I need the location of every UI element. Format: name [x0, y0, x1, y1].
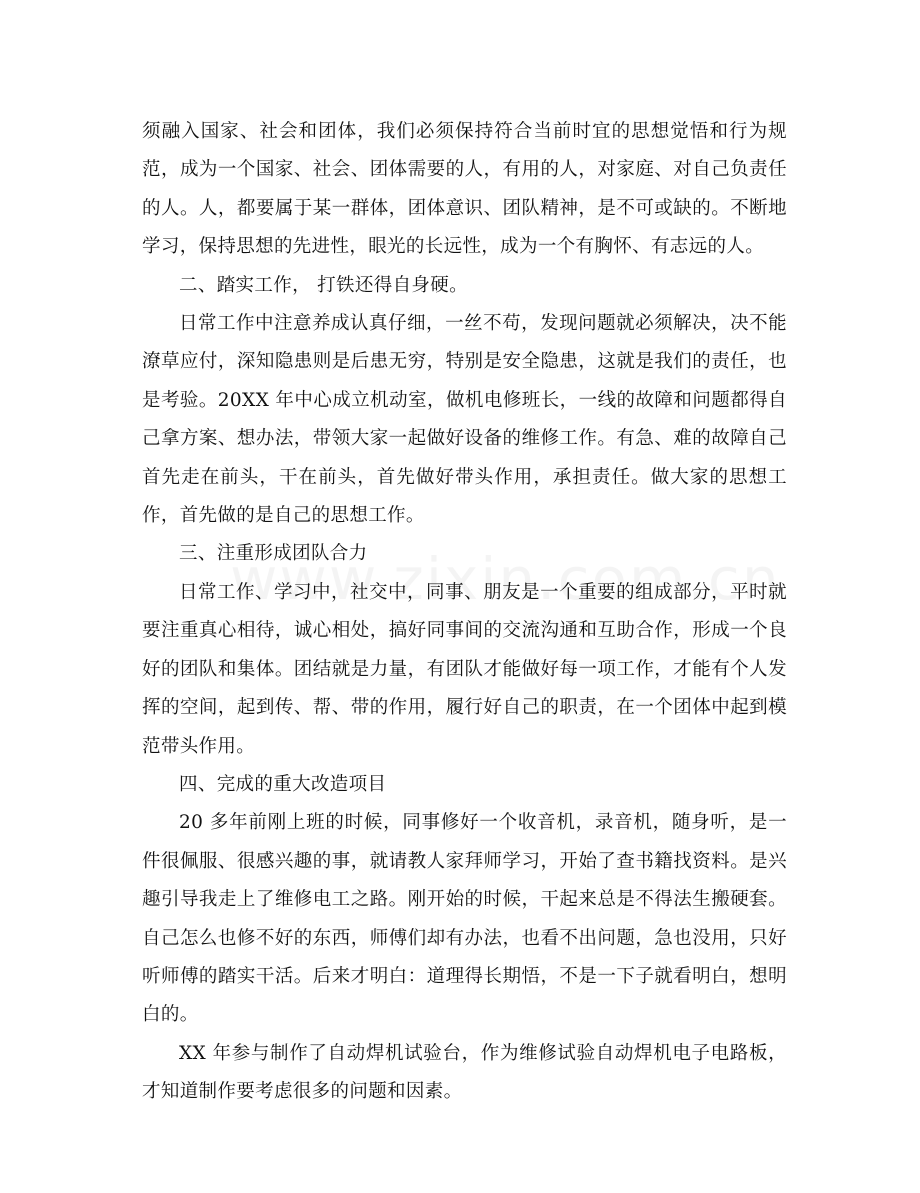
paragraph-continuation: 须融入国家、社会和团体，我们必须保持符合当前时宜的思想觉悟和行为规范，成为一个国家、社会、团体需要的人，有用的人，对家庭、对自己负责任的人。人，都要属于某一群体，团体意识、团队精神，是不可或缺的。不断地学习，保持思想的先进性，眼光的长远性，成为一个有胸怀、有志远的人。 — [142, 121, 787, 258]
paragraph: 日常工作中注意养成认真仔细，一丝不苟，发现问题就必须解决，决不能潦草应付，深知隐患则是后患无穷，特别是安全隐患，这就是我们的责任，也是考验。20XX 年中心成立机动室，做机电修班长，一线的故障和问题都得自己拿方案、想办法，带领大家一起做好设备的维修工作。有急、难的故障自己首先走在前头，干在前头，首先做好带头作用，承担责任。做大家的思想工作，首先做的是自己的思想工作。 — [142, 313, 787, 527]
document-body — [142, 113, 787, 1112]
paragraph: 日常工作、学习中，社交中，同事、朋友是一个重要的组成部分，平时就要注重真心相待，诚心相处，搞好同事间的交流沟通和互助合作，形成一个良好的团队和集体。团结就是力量，有团队才能做好每一项工作，才能有个人发挥的空间，起到传、帮、带的作用，履行好自己的职责，在一个团体中起到模范带头作用。 — [142, 581, 787, 757]
section-heading-3: 三、注重形成团队合力 — [179, 543, 368, 565]
section-heading-2: 二、踏实工作， 打铁还得自身硬。 — [179, 274, 468, 296]
paragraph: XX 年参与制作了自动焊机试验台，作为维修试验自动焊机电子电路板，才知道制作要考虑很多的问题和因素。 — [142, 1042, 787, 1103]
paragraph: 20 多年前刚上班的时候，同事修好一个收音机，录音机，随身听，是一件很佩服、很感兴趣的事，就请教人家拜师学习，开始了查书籍找资料。是兴趣引导我走上了维修电工之路。刚开始的时候，干起来总是不得法生搬硬套。自己怎么也修不好的东西，师傅们却有办法，也看不出问题，急也没用，只好听师傅的踏实干活。后来才明白：道理得长期悟，不是一下子就看明白，想明白的。 — [142, 812, 787, 1026]
section-heading-4: 四、完成的重大改造项目 — [179, 773, 387, 795]
